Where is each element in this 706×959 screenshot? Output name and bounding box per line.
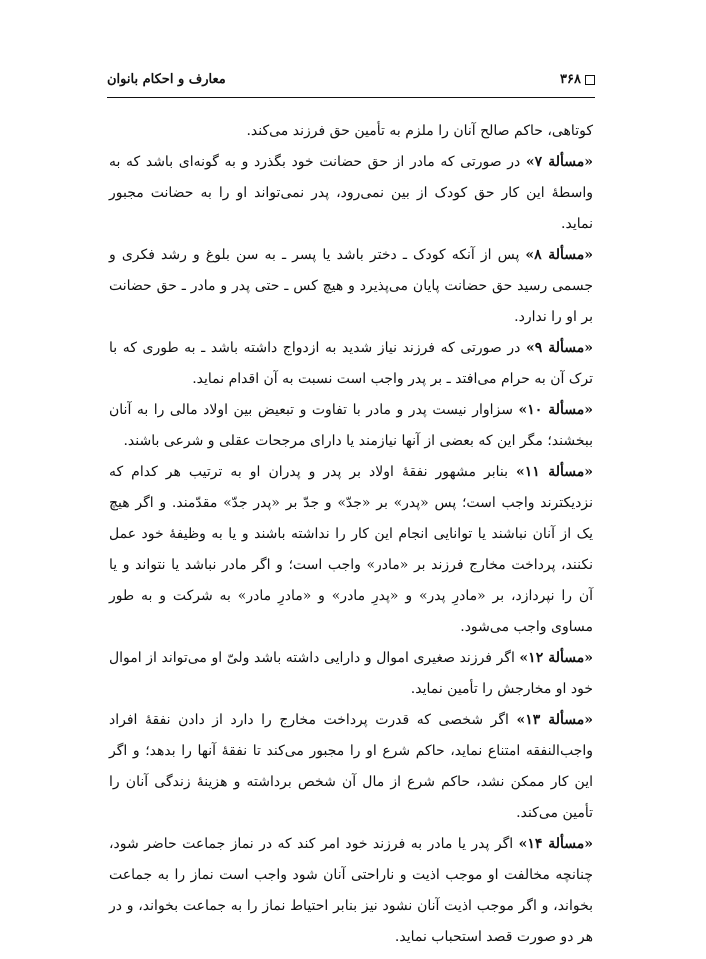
- paragraph-text: اگر شخصی که قدرت پرداخت مخارج را دارد از دادن نفقهٔ افراد واجب‌النفقه امتناع نماید، حاکم شرع او را مجبور می‌کند تا نفقهٔ آنها را بدهد؛ و اگر این کار ممکن نشد، حاکم شرع از مال آن شخص برداشته و هزینهٔ زندگی آنان را تأمین می‌کند.: [109, 712, 593, 821]
- issue-label: «مسألة ۱۳»: [516, 712, 594, 728]
- body-text: [109, 116, 593, 953]
- page-number-group: [560, 72, 595, 87]
- paragraph-text: اگر فرزند صغیری اموال و دارایی داشته باشد ولیّ او می‌تواند از اموال خود او مخارجش را تأمین نماید.: [109, 650, 593, 697]
- running-title: معارف و احکام بانوان: [107, 72, 226, 87]
- paragraph-text: اگر پدر یا مادر به فرزند خود امر کند که در نماز جماعت حاضر شود، چنانچه مخالفت او موجب اذیت و ناراحتی آنان شود واجب است نماز را به جماعت بخواند، و اگر موجب اذیت آنان نشود نیز بنابر احتیاط نماز را به جماعت بخواند، و در هر دو صورت قصد استحباب نماید.: [109, 836, 593, 945]
- header-divider: [107, 97, 595, 98]
- paragraph: [109, 147, 593, 240]
- issue-label: «مسألة ۱۱»: [515, 464, 593, 480]
- paragraph-text: در صورتی که مادر از حق حضانت خود بگذرد و به گونه‌ای باشد که به واسطهٔ این کار حق کودک از بین نمی‌رود، پدر نمی‌تواند او را به حضانت مجبور نماید.: [109, 154, 593, 232]
- page-header: [107, 72, 595, 94]
- paragraph: [109, 395, 593, 457]
- paragraph: [109, 240, 593, 333]
- issue-label: «مسألة ۷»: [525, 154, 593, 170]
- paragraph-text: پس از آنکه کودک ـ دختر باشد یا پسر ـ به سن بلوغ و رشد فکری و جسمی رسید حق حضانت پایان می‌پذیرد و هیچ کس ـ حتی پدر و مادر ـ حق حضانت بر او را ندارد.: [109, 247, 593, 325]
- issue-label: «مسألة ۱۰»: [518, 402, 593, 418]
- square-box-icon: [585, 75, 595, 85]
- paragraph: [109, 705, 593, 829]
- paragraph-text: بنابر مشهور نفقهٔ اولاد بر پدر و پدران او به ترتیب هر کدام که نزدیکترند واجب است؛ پس «پدر» بر «جدّ» و جدّ بر «پدر جدّ» مقدّمند. و اگر هیچ یک از آنان نباشند یا توانایی انجام این کار را نداشته باشند و یا به وظیفهٔ خود عمل نکنند، پرداخت مخارج فرزند بر «مادر» واجب است؛ و اگر مادر نباشد یا نتواند و یا آن را نپردازد، بر «مادرِ پدر» و «پدرِ مادر» و «مادرِ مادر» به شرکت و به طور مساوی واجب می‌شود.: [109, 464, 593, 635]
- paragraph: [109, 643, 593, 705]
- paragraph: [109, 333, 593, 395]
- issue-label: «مسألة ۱۲»: [519, 650, 593, 666]
- paragraph-text: در صورتی که فرزند نیاز شدید به ازدواج داشته باشد ـ به طوری که با ترک آن به حرام می‌افتد ـ بر پدر واجب است نسبت به آن اقدام نماید.: [109, 340, 593, 387]
- page-number: ۳۶۸: [560, 72, 581, 87]
- issue-label: «مسألة ۱۴»: [518, 836, 593, 852]
- paragraph-text: کوتاهی، حاکم صالح آنان را ملزم به تأمین حق فرزند می‌کند.: [246, 123, 593, 139]
- issue-label: «مسألة ۹»: [525, 340, 593, 356]
- paragraph: [109, 116, 593, 147]
- paragraph-text: سزاوار نیست پدر و مادر با تفاوت و تبعیض بین اولاد مالی را به آنان ببخشند؛ مگر این که بعضی از آنها نیازمند یا دارای مرجحات عقلی و شرعی باشند.: [109, 402, 593, 449]
- issue-label: «مسألة ۸»: [525, 247, 593, 263]
- paragraph: [109, 829, 593, 953]
- paragraph: [109, 457, 593, 643]
